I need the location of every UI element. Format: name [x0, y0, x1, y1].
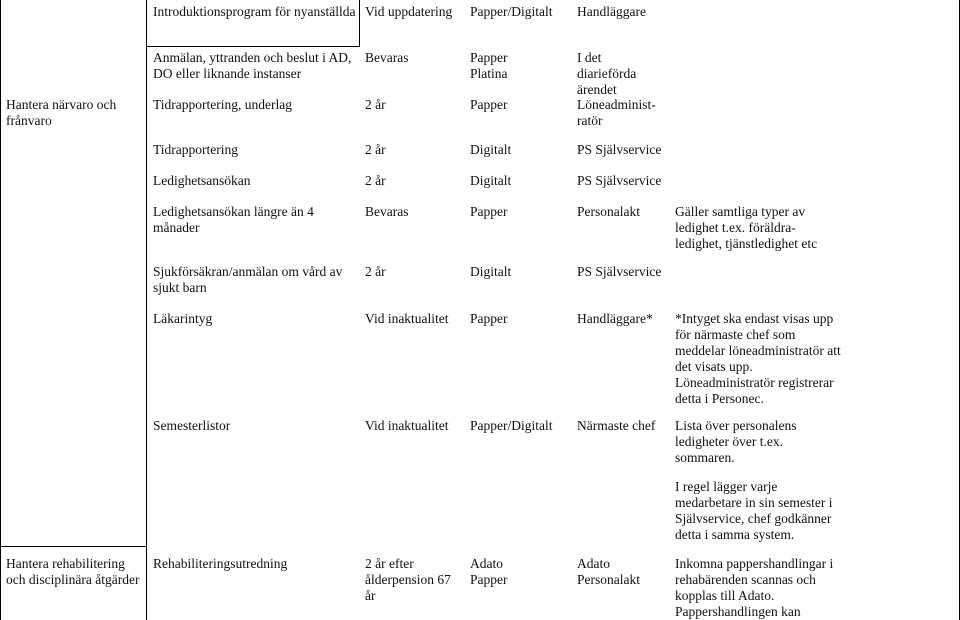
retention-cell: Vid inaktualitet — [365, 418, 449, 433]
medium-cell: Papper — [470, 97, 508, 112]
grid-line — [0, 0, 1, 620]
medium-cell: Papper/Digitalt — [470, 4, 553, 19]
medium-cell: Digitalt — [470, 264, 512, 279]
note-cell: I regel lägger varje medarbetare in sin semester i Självservice, chef godkänner detta i samma system. — [675, 479, 833, 542]
retention-cell: 2 år — [365, 264, 386, 279]
medium-cell: Papper — [470, 204, 508, 219]
medium-cell: Digitalt — [470, 142, 512, 157]
location-cell: PS Självservice — [577, 264, 662, 279]
medium-cell: Digitalt — [470, 173, 512, 188]
activity-cell: Rehabiliteringsutredning — [153, 556, 288, 571]
retention-cell: Vid uppdatering — [365, 4, 453, 19]
activity-cell: Sjukförsäkran/anmälan om vård av sjukt barn — [153, 264, 343, 295]
retention-cell: 2 år efter ålderpension 67 år — [365, 556, 451, 603]
retention-cell: 2 år — [365, 142, 386, 157]
location-cell: Löneadminist-ratör — [577, 97, 656, 128]
retention-cell: 2 år — [365, 173, 386, 188]
location-cell: Närmaste chef — [577, 418, 656, 433]
medium-cell: Adato Papper — [470, 556, 508, 587]
medium-cell: Papper — [470, 311, 508, 326]
note-cell: Inkomna pappershandlingar i rehabärenden scannas och kopplas till Adato. Pappershandlingen kan — [675, 556, 834, 619]
activity-cell: Anmälan, yttranden och beslut i AD, DO eller liknande instanser — [153, 50, 352, 81]
grid-line — [359, 0, 360, 47]
activity-cell: Tidrapportering, underlag — [153, 97, 292, 112]
location-cell: PS Självservice — [577, 142, 662, 157]
grid-line — [146, 46, 360, 47]
activity-cell: Semesterlistor — [153, 418, 231, 433]
location-cell: I det diarieförda ärendet — [577, 50, 637, 97]
location-cell: Handläggare* — [577, 311, 653, 326]
activity-cell: Introduktionsprogram för nyanställda — [153, 4, 356, 19]
retention-cell: Vid inaktualitet — [365, 311, 449, 326]
activity-cell: Ledighetsansökan längre än 4 månader — [153, 204, 314, 235]
process-label: Hantera närvaro och frånvaro — [6, 97, 117, 128]
activity-cell: Tidrapportering — [153, 142, 238, 157]
retention-cell: Bevaras — [365, 50, 409, 65]
grid-line — [0, 546, 147, 547]
location-cell: PS Självservice — [577, 173, 662, 188]
medium-cell: Papper/Digitalt — [470, 418, 553, 433]
process-label: Hantera rehabilitering och disciplinära åtgärder — [6, 556, 140, 587]
grid-line — [146, 0, 147, 620]
activity-cell: Ledighetsansökan — [153, 173, 251, 188]
retention-cell: Bevaras — [365, 204, 409, 219]
retention-cell: 2 år — [365, 97, 386, 112]
location-cell: Personalakt — [577, 204, 640, 219]
location-cell: Adato Personalakt — [577, 556, 640, 587]
note-cell: Gäller samtliga typer av ledighet t.ex. föräldra-ledighet, tjänstledighet etc — [675, 204, 818, 251]
medium-cell: Papper Platina — [470, 50, 508, 81]
activity-cell: Läkarintyg — [153, 311, 213, 326]
note-cell: Lista över personalens ledigheter över t.ex. sommaren. — [675, 418, 797, 465]
location-cell: Handläggare — [577, 4, 646, 19]
note-cell: *Intyget ska endast visas upp för närmaste chef som meddelar löneadministratör att det visats upp. Löneadministratör registrerar detta i Personec. — [675, 311, 841, 406]
